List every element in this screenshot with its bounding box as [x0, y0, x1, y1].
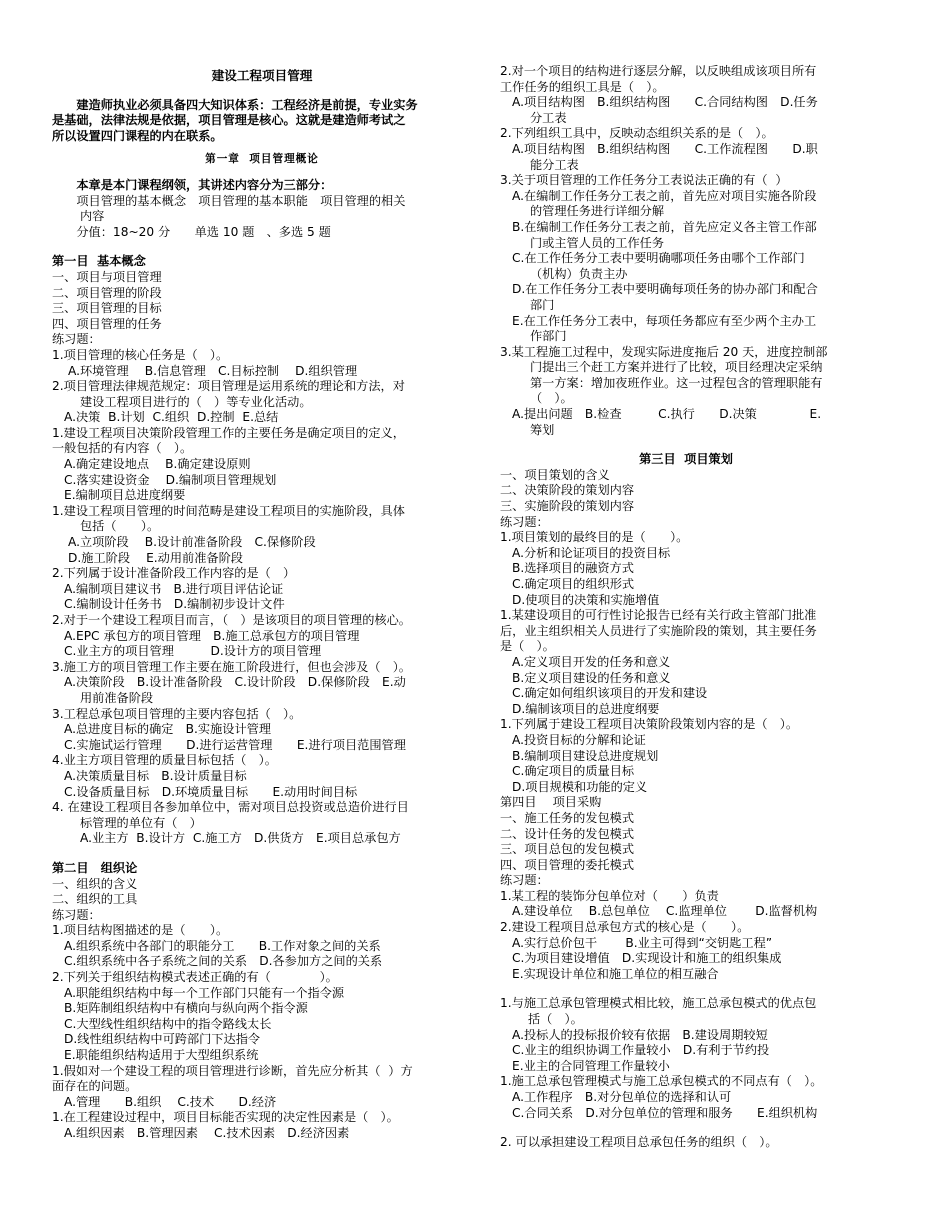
- text-line: B.在编制工作任务分工表之前，首先应定义各主管工作部: [512, 219, 817, 234]
- text-line: 1.下列属于建设工程项目决策阶段策划内容的是（ ）。: [500, 717, 799, 732]
- text-line: 1.项目策划的最终目的是（ ）。: [500, 530, 689, 545]
- text-line: 3.某工程施工过程中，发现实际进度拖后 20 天，进度控制部: [500, 344, 828, 359]
- text-line: C.大型线性组织结构中的指令路线太长: [64, 1016, 272, 1031]
- text-line: 第一章 项目管理概论: [205, 153, 319, 166]
- text-line: 第一方案：增加夜班作业。这一过程包含的管理职能有: [530, 375, 823, 390]
- spacer: [500, 438, 872, 452]
- text-line: A.建设单位 B.总包单位 C.监理单位 D.监督机构: [512, 904, 818, 919]
- text-line: 后，业主组织相关人员进行了实施阶段的策划，其主要任务: [500, 623, 817, 638]
- text-line: A.实行总价包干 B.业主可得到“交钥匙工程”: [512, 935, 773, 950]
- text-line: D.在工作任务分工表中要明确每项任务的协办部门和配合: [512, 282, 818, 297]
- text-line: C.确定项目的组织形式: [512, 577, 635, 591]
- text-line: 二、设计任务的发包模式: [500, 826, 635, 841]
- text-line: 一、组织的含义: [52, 876, 138, 891]
- text-line: 是（ ）。: [500, 639, 555, 654]
- spacer: [52, 240, 472, 254]
- text-line: A.项目结构图 B.组织结构图 C.工作流程图 D.职: [512, 141, 818, 156]
- text-line: A.投标人的投标报价较有依据 B.建设周期较短: [512, 1027, 768, 1042]
- text-line: 1.与施工总承包管理模式相比较，施工总承包模式的优点包: [500, 996, 817, 1011]
- text-line: 练习题：: [52, 332, 101, 347]
- text-line: A.工作程序 B.对分包单位的选择和认可: [512, 1090, 732, 1104]
- text-line: （ ）。: [530, 391, 573, 406]
- text-line: A.组织因素 B.管理因素 C.技术因素 D.经济因素: [64, 1126, 350, 1140]
- text-line: 1.某工程的装饰分包单位对（ ）负责: [500, 888, 719, 903]
- text-line: 一、施工任务的发包模式: [500, 810, 635, 825]
- text-line: 二、决策阶段的策划内容: [500, 483, 635, 498]
- text-line: E.编制项目总进度纲要: [64, 488, 186, 503]
- text-line: 1.假如对一个建设工程的项目管理进行诊断，首先应分析其（ ）方: [52, 1063, 413, 1078]
- text-line: 1.建设工程项目管理的时间范畴是建设工程项目的实施阶段，具体: [52, 503, 405, 518]
- text-line: 三、项目管理的目标: [52, 301, 162, 316]
- text-line: E.实现设计单位和施工单位的相互融合: [512, 966, 719, 981]
- text-line: 二、组织的工具: [52, 892, 138, 907]
- text-line: D.施工阶段 E.动用前准备阶段: [68, 550, 243, 565]
- spacer: [500, 982, 872, 996]
- text-line: 1.项目管理的核心任务是（ ）。: [52, 347, 229, 362]
- text-line: 2.对一个项目的结构进行逐层分解，以反映组成该项目所有: [500, 64, 817, 78]
- text-line: C.设备质量目标 D.环境质量目标 E.动用时间目标: [64, 784, 358, 799]
- spacer: [52, 847, 472, 861]
- text-line: 面存在的问题。: [52, 1079, 138, 1094]
- text-line: 用前准备阶段: [80, 690, 154, 705]
- text-line: A.业主方 B.设计方 C.施工方 D.供货方 E.项目总承包方: [80, 831, 401, 846]
- text-line: D.线性组织结构中可跨部门下达指令: [64, 1032, 261, 1047]
- text-line: 3.关于项目管理的工作任务分工表说法正确的有（ ）: [500, 173, 788, 188]
- text-line: A.EPC 承包方的项目管理 B.施工总承包方的项目管理: [64, 628, 360, 643]
- text-line: 门提出三个赶工方案并进行了比较，项目经理决定采纳: [530, 360, 823, 375]
- text-line: 第四目 项目采购: [500, 795, 602, 810]
- text-line: E.业主的合同管理工作量较小: [512, 1058, 670, 1073]
- text-line: B.编制项目建设总进度规划: [512, 748, 659, 763]
- text-line: 1.某建设项目的可行性讨论报告已经有关行政主管部门批准: [500, 608, 817, 623]
- text-line: 第一目 基本概念: [52, 254, 146, 269]
- text-line: A.定义项目开发的任务和意义: [512, 654, 671, 669]
- text-line: A.投资目标的分解和论证: [512, 732, 646, 747]
- text-line: 门或主管人员的工作任务: [530, 235, 665, 250]
- text-line: 一般包括的有内容（ ）。: [52, 441, 193, 456]
- text-line: A.提出问题 B.检查 C.执行 D.决策 E.: [512, 407, 822, 422]
- text-line: D.编制该项目的总进度纲要: [512, 701, 660, 716]
- text-line: B.定义项目建设的任务和意义: [512, 670, 671, 685]
- text-line: A.决策质量目标 B.设计质量目标: [64, 768, 247, 783]
- text-line: 3.工程总承包项目管理的主要内容包括（ ）。: [52, 706, 302, 721]
- text-line: 4.业主方项目管理的质量目标包括（ ）。: [52, 753, 277, 768]
- text-line: 2.建设工程项目总承包方式的核心是（ ）。: [500, 920, 750, 935]
- text-line: 3.施工方的项目管理工作主要在施工阶段进行，但也会涉及（ ）。: [52, 659, 411, 674]
- text-line: 部门: [530, 297, 555, 312]
- text-line: 括（ ）。: [528, 1012, 583, 1027]
- left-column: [52, 64, 472, 1142]
- text-line: 1.在工程建设过程中，项目目标能否实现的决定性因素是（ ）。: [52, 1110, 399, 1125]
- text-line: C.组织系统中各子系统之间的关系 D.各参加方之间的关系: [64, 954, 383, 969]
- text-line: A.确定建设地点 B.确定建设原则: [64, 457, 251, 472]
- text-line: 筹划: [530, 422, 555, 437]
- text-line: D.项目规模和功能的定义: [512, 779, 648, 794]
- text-line: E.在工作任务分工表中，每项任务都应有至少两个主办工: [512, 313, 817, 328]
- text-line: A.分析和论证项目的投资目标: [512, 545, 671, 560]
- text-line: B.选择项目的融资方式: [512, 561, 634, 576]
- text-line: 所以设置四门课程的内在联系。: [52, 128, 223, 143]
- text-line: 2.下列属于设计准备阶段工作内容的是（ ）: [52, 566, 296, 581]
- text-line: 四、项目管理的任务: [52, 316, 162, 331]
- text-line: 第三目 项目策划: [639, 452, 733, 467]
- text-line: D.使项目的决策和实施增值: [512, 592, 660, 607]
- text-line: 练习题：: [52, 907, 101, 922]
- text-line: 四、项目管理的委托模式: [500, 857, 635, 872]
- text-line: A.组织系统中各部门的职能分工 B.工作对象之间的关系: [64, 938, 381, 953]
- text-line: 是基础，法律法规是依据，项目管理是核心。这就是建造师考试之: [52, 113, 406, 128]
- text-line: 2. 可以承担建设工程项目总承包任务的组织（ ）。: [500, 1135, 778, 1150]
- text-line: 分值：18~20 分 单选 10 题 、多选 5 题: [52, 224, 331, 239]
- text-line: A.环境管理 B.信息管理 C.目标控制 D.组织管理: [68, 363, 358, 378]
- text-line: 建设工程项目进行的（ ）等专业化活动。: [80, 394, 312, 409]
- spacer: [500, 1121, 872, 1135]
- text-line: C.业主的组织协调工作量较小 D.有利于节约投: [512, 1043, 770, 1058]
- text-line: 4. 在建设工程项目各参加单位中，需对项目总投资或总造价进行目: [52, 800, 409, 815]
- text-line: A.在编制工作任务分工表之前，首先应对项目实施各阶段: [512, 188, 817, 203]
- text-line: C.落实建设资金 D.编制项目管理规划: [64, 472, 277, 487]
- text-line: 练习题：: [500, 873, 549, 888]
- text-line: 项目管理的基本概念 项目管理的基本职能 项目管理的相关: [52, 193, 406, 208]
- text-line: A.编制项目建议书 B.进行项目评估论证: [64, 581, 284, 596]
- text-line: 1.项目结构图描述的是（ ）。: [52, 923, 229, 938]
- text-line: C.编制设计任务书 D.编制初步设计文件: [64, 597, 285, 612]
- text-line: A.立项阶段 B.设计前准备阶段 C.保修阶段: [68, 535, 316, 550]
- text-line: 内容: [80, 209, 105, 224]
- text-line: A.总进度目标的确定 B.实施设计管理: [64, 722, 272, 737]
- text-line: 工作任务的组织工具是（ ）。: [500, 79, 665, 94]
- text-line: C.合同关系 D.对分包单位的管理和服务 E.组织机构: [512, 1105, 818, 1120]
- text-line: 第二目 组织论: [52, 860, 138, 875]
- text-line: 分工表: [530, 110, 567, 125]
- text-line: 作部门: [530, 329, 567, 344]
- text-line: C.业主方的项目管理 D.设计方的项目管理: [64, 644, 322, 659]
- text-line: A.管理 B.组织 C.技术 D.经济: [64, 1094, 277, 1109]
- text-line: 一、项目与项目管理: [52, 269, 162, 284]
- text-line: C.确定项目的质量目标: [512, 764, 635, 779]
- text-line: 建造师执业必须具备四大知识体系：工程经济是前提，专业实务: [52, 97, 418, 112]
- text-line: B.矩阵制组织结构中有横向与纵向两个指令源: [64, 1001, 308, 1016]
- text-line: 1.施工总承包管理模式与施工总承包模式的不同点有（ ）。: [500, 1074, 823, 1089]
- text-line: 练习题：: [500, 514, 549, 529]
- text-line: 2.下列关于组织结构模式表述正确的有（ ）。: [52, 970, 338, 985]
- text-line: C.在工作任务分工表中要明确哪项任务由哪个工作部门: [512, 251, 805, 266]
- text-line: 1.建设工程项目决策阶段管理工作的主要任务是确定项目的定义，: [52, 425, 405, 440]
- text-line: 2.项目管理法律规范规定：项目管理是运用系统的理论和方法，对: [52, 379, 405, 394]
- text-line: A.决策 B.计划 C.组织 D.控制 E.总结: [64, 410, 279, 425]
- text-line: 能分工表: [530, 157, 579, 172]
- text-line: 一、项目策划的含义: [500, 467, 610, 482]
- text-line: 本章是本门课程纲领，其讲述内容分为三部分：: [52, 177, 333, 192]
- text-line: 二、项目管理的阶段: [52, 285, 162, 300]
- text-line: 的管理任务进行详细分解: [530, 204, 665, 219]
- text-line: C.为项目建设增值 D.实现设计和施工的组织集成: [512, 951, 782, 966]
- text-line: C.确定如何组织该项目的开发和建设: [512, 686, 708, 701]
- text-line: A.决策阶段 B.设计准备阶段 C.设计阶段 D.保修阶段 E.动: [64, 675, 406, 690]
- text-line: （机构）负责主办: [530, 266, 628, 281]
- text-line: C.实施试运行管理 D.进行运营管理 E.进行项目范围管理: [64, 737, 406, 752]
- text-line: A.职能组织结构中每一个工作部门只能有一个指令源: [64, 985, 345, 1000]
- text-line: A.项目结构图 B.组织结构图 C.合同结构图 D.任务: [512, 95, 818, 110]
- text-line: 2.下列组织工具中，反映动态组织关系的是（ ）。: [500, 126, 774, 141]
- text-line: 包括（ ）。: [80, 519, 160, 534]
- text-line: 三、项目总包的发包模式: [500, 842, 635, 857]
- text-line: 建设工程项目管理: [211, 68, 313, 83]
- text-line: 标管理的单位有（ ）: [80, 815, 202, 830]
- text-line: 三、实施阶段的策划内容: [500, 499, 635, 514]
- text-line: 2.对于一个建设工程项目而言，（ ）是该项目的项目管理的核心。: [52, 613, 411, 627]
- right-column: [500, 64, 872, 1151]
- text-line: E.职能组织结构适用于大型组织系统: [64, 1048, 259, 1063]
